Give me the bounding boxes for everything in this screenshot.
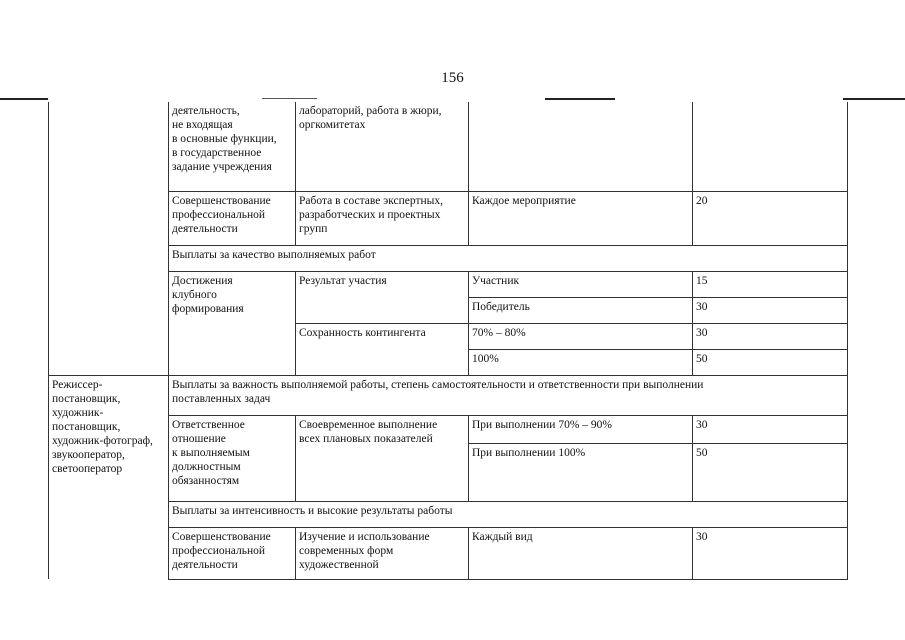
condition-cell: Каждое мероприятие xyxy=(469,191,693,245)
condition-cell: Участник xyxy=(469,271,693,297)
condition-cell: 70% – 80% xyxy=(469,323,693,349)
indicator-cell: Сохранность контингента xyxy=(296,323,469,375)
table-row xyxy=(49,102,848,191)
amount-cell: 50 xyxy=(693,349,848,375)
position-cell-empty xyxy=(49,102,169,375)
scan-artifact-line xyxy=(262,98,317,99)
amount-cell: 30 xyxy=(693,527,848,579)
payment-criteria-table xyxy=(48,102,848,580)
table-row xyxy=(49,191,848,245)
indicator-cell: Своевременное выполнение всех плановых показателей xyxy=(296,415,469,501)
table-row xyxy=(49,271,848,297)
indicator-cell: Работа в составе экспертных, разработческих и проектных групп xyxy=(296,191,469,245)
amount-cell: 30 xyxy=(693,297,848,323)
condition-cell: При выполнении 100% xyxy=(469,443,693,501)
criterion-cell: Совершенствование профессиональной деятельности xyxy=(169,191,296,245)
amount-cell: 20 xyxy=(693,191,848,245)
amount-cell: 15 xyxy=(693,271,848,297)
scan-artifact-line xyxy=(545,98,615,100)
criterion-cell: Ответственное отношение к выполняемым должностным обязанностям xyxy=(169,415,296,501)
section-row xyxy=(49,245,848,271)
amount-cell: 30 xyxy=(693,415,848,443)
section-header: Выплаты за качество выполняемых работ xyxy=(169,245,848,271)
scan-artifact-line xyxy=(843,98,905,100)
criterion-cell: Достижения клубного формирования xyxy=(169,271,296,375)
section-row xyxy=(49,501,848,527)
condition-cell: При выполнении 70% – 90% xyxy=(469,415,693,443)
indicator-cell: лабораторий, работа в жюри, оргкомитетах xyxy=(296,102,469,191)
section-header: Выплаты за интенсивность и высокие результаты работы xyxy=(169,501,848,527)
condition-cell: Каждый вид xyxy=(469,527,693,579)
section-header: Выплаты за важность выполняемой работы, степень самостоятельности и ответственности при выполнении поставленных задач xyxy=(169,375,848,415)
section-row xyxy=(49,375,848,415)
table-row xyxy=(49,527,848,579)
scan-artifact-line xyxy=(0,98,48,100)
table-row xyxy=(49,415,848,443)
criterion-cell: Совершенствование профессиональной деятельности xyxy=(169,527,296,579)
amount-cell xyxy=(693,102,848,191)
criterion-cell: деятельность, не входящая в основные функции, в государственное задание учреждения xyxy=(169,102,296,191)
condition-cell: Победитель xyxy=(469,297,693,323)
amount-cell: 50 xyxy=(693,443,848,501)
condition-cell xyxy=(469,102,693,191)
page-number: 156 xyxy=(441,70,464,86)
condition-cell: 100% xyxy=(469,349,693,375)
indicator-cell: Результат участия xyxy=(296,271,469,323)
indicator-cell: Изучение и использование современных форм художественной xyxy=(296,527,469,579)
amount-cell: 30 xyxy=(693,323,848,349)
position-cell: Режиссер- постановщик, художник- постановщик, художник-фотограф, звукооператор, светооператор xyxy=(49,375,169,579)
